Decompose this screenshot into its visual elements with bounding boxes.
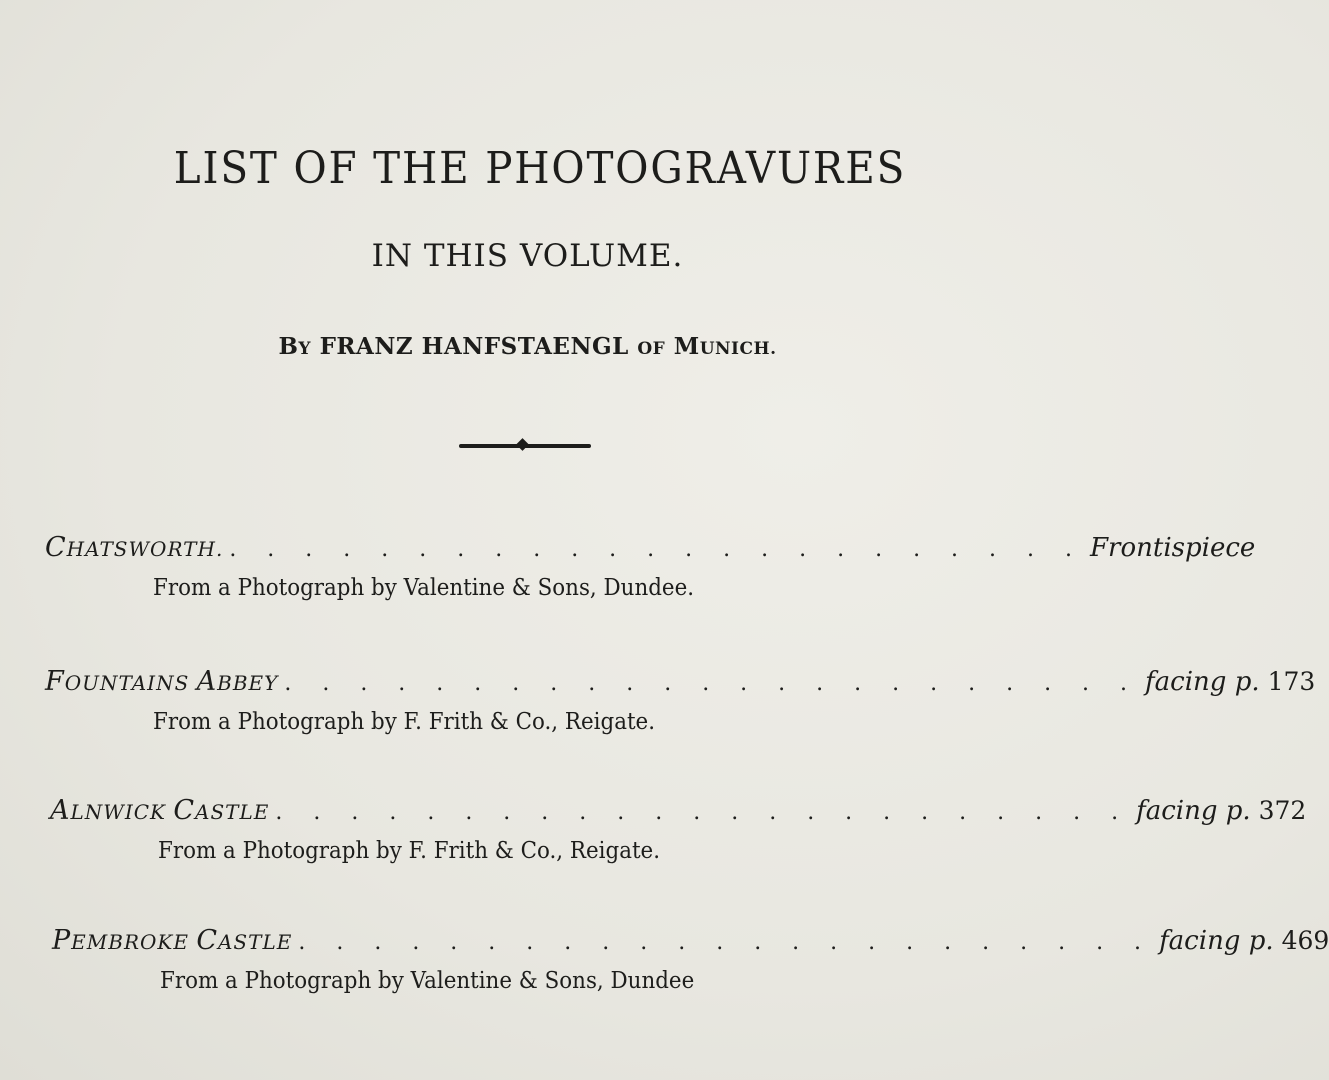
dot-leader: . . . . . . . . . . . . . . . . . . . . . . . (284, 671, 1140, 696)
photo-credit: From a Photograph by Valentine & Sons, Dundee. (153, 575, 695, 601)
entry-title-cap2: C (173, 795, 196, 826)
entry-title-cap: C (45, 532, 67, 563)
page-number: 372 (1258, 796, 1307, 825)
diamond-icon (516, 438, 529, 451)
entry-title-cap2: C (196, 925, 218, 956)
entry-title-small: OUNTAINS (64, 671, 197, 695)
entry-title-cap: F (45, 666, 65, 697)
byline-name: FRANZ HANFSTAENGL (319, 333, 629, 360)
entry-title-cap: P (52, 925, 72, 956)
photo-credit: From a Photograph by Valentine & Sons, Dundee (160, 968, 695, 994)
byline-by-small: Y (298, 339, 312, 359)
entry-title-small: HATSWORTH. (66, 537, 224, 561)
entry-title-small2: ASTLE (195, 800, 270, 824)
byline-of: OF (637, 339, 666, 359)
page-reference: facing p. (1145, 667, 1260, 697)
entry-title (45, 666, 278, 697)
entry-title (45, 532, 223, 563)
entry-title-small2: BBEY (217, 671, 279, 695)
page-title: LIST OF THE PHOTOGRAVURES (173, 143, 907, 194)
entry-title-cap: A (50, 795, 71, 826)
page-number: 173 (1267, 667, 1316, 696)
byline (0, 333, 1055, 360)
photo-credit: From a Photograph by F. Frith & Co., Reigate. (153, 709, 656, 735)
byline-by-cap: B (278, 333, 299, 360)
list-item (52, 925, 1329, 994)
page-reference: facing p. (1159, 926, 1274, 956)
entry-title-small: LNWICK (70, 800, 174, 824)
photo-credit: From a Photograph by F. Frith & Co., Reigate. (158, 838, 661, 864)
ornamental-divider-icon (459, 444, 591, 448)
page-reference: facing p. (1136, 796, 1251, 826)
list-item (45, 532, 1256, 601)
byline-place-cap: M (673, 333, 700, 360)
dot-leader: . . . . . . . . . . . . . . . . . . . . . . . (229, 537, 1085, 562)
page-subtitle: IN THIS VOLUME. (371, 238, 684, 274)
list-item (45, 666, 1316, 735)
entry-title-small: EMBROKE (71, 930, 197, 954)
dot-leader: . . . . . . . . . . . . . . . . . . . . . . . (275, 800, 1131, 825)
entry-title (50, 795, 269, 826)
entry-title (52, 925, 292, 956)
list-item (50, 795, 1307, 864)
entry-title-small2: ASTLE (217, 930, 293, 954)
dot-leader: . . . . . . . . . . . . . . . . . . . . . . . (298, 930, 1154, 955)
page-reference: Frontispiece (1090, 533, 1256, 563)
page-number: 469 (1281, 926, 1329, 955)
byline-place-small: UNICH. (699, 339, 777, 359)
entry-title-cap2: A (196, 666, 218, 697)
